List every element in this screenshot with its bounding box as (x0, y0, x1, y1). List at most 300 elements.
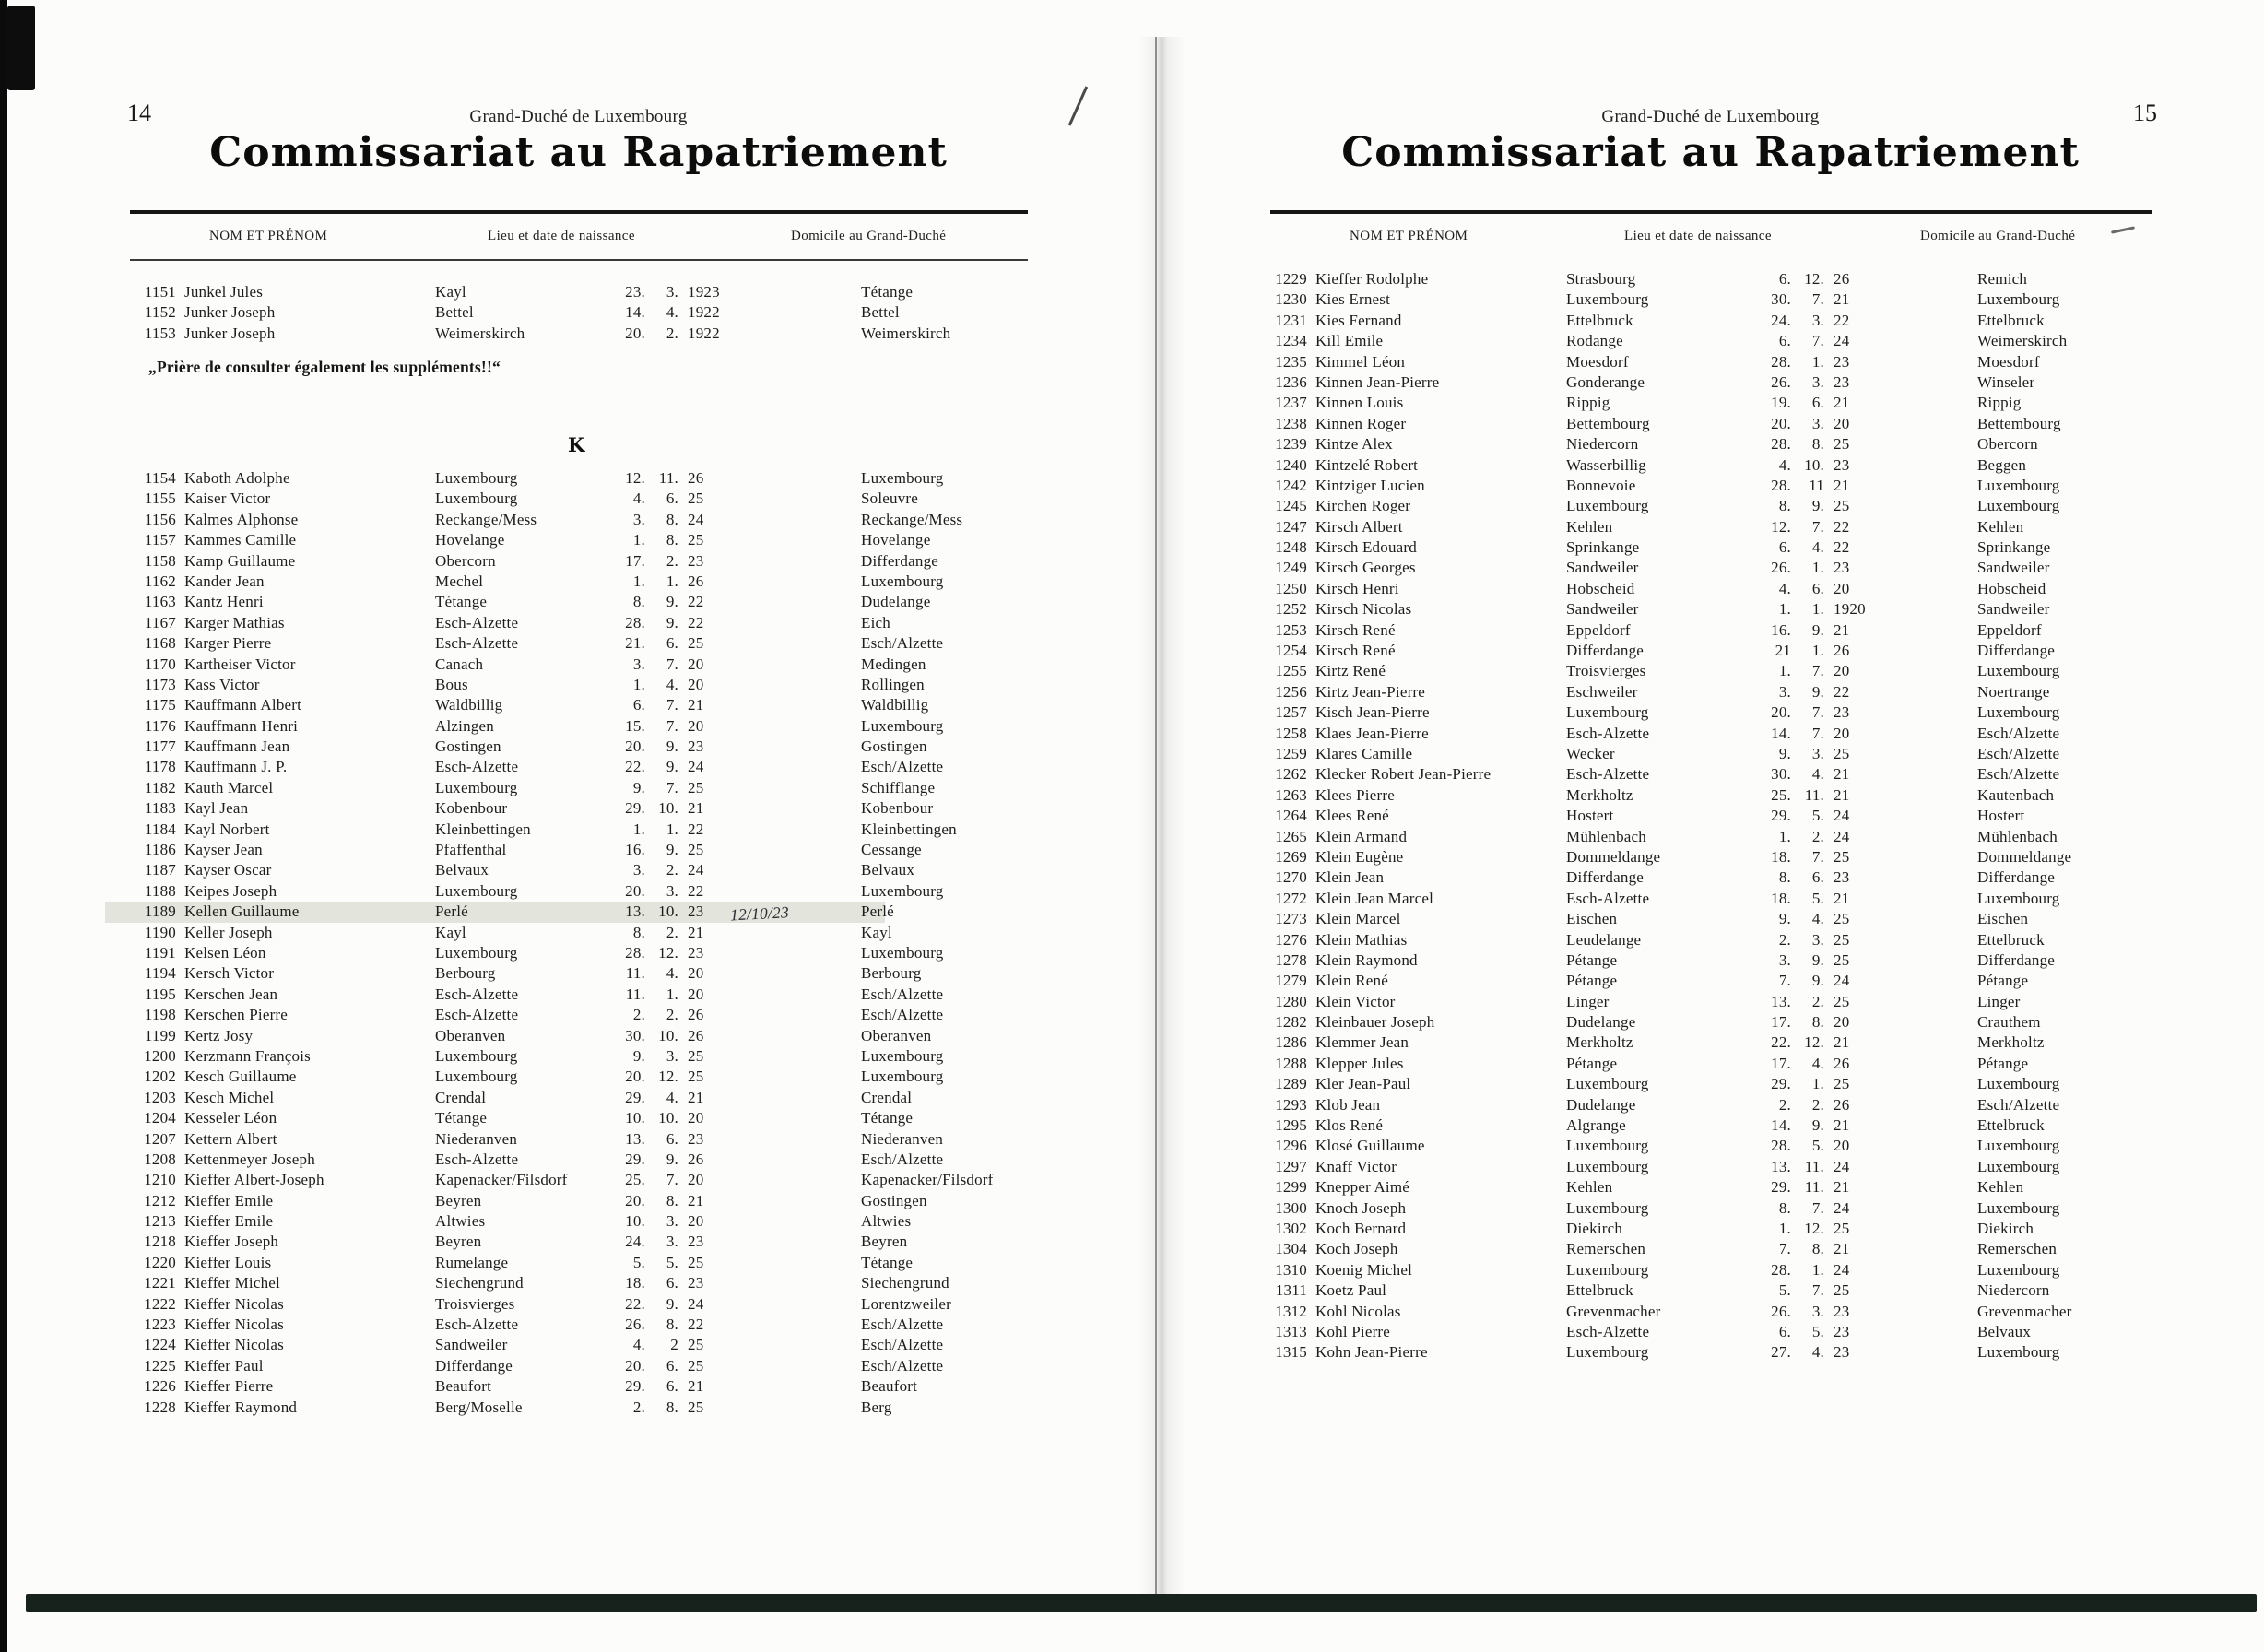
entry-birth-year: 21 (1834, 1116, 1850, 1135)
entry-birth-month: 9. (666, 1150, 678, 1168)
entry-name: Kass Victor (184, 675, 260, 693)
entry-birth-day: 4. (1778, 579, 1791, 597)
entry-birthplace: Belvaux (435, 861, 489, 879)
entry-birth-day: 20. (625, 324, 645, 342)
entry-number: 1198 (144, 1006, 176, 1024)
entry-birth-day: 7. (1778, 1240, 1791, 1258)
register-row (1157, 1012, 2264, 1032)
entry-name: Kerschen Jean (184, 985, 278, 1003)
entry-name: Knoch Joseph (1315, 1198, 1407, 1217)
entry-birth-year: 20 (1834, 1013, 1850, 1032)
register-row (1157, 1239, 2264, 1259)
entry-birth-year: 22 (1834, 517, 1850, 536)
register-row (0, 840, 1157, 860)
entry-birthplace: Esch-Alzette (435, 1316, 519, 1334)
register-row (1157, 1074, 2264, 1094)
entry-number: 1239 (1275, 435, 1307, 454)
entry-name: Kieffer Emile (184, 1212, 274, 1231)
entry-birth-month: 4. (666, 1088, 678, 1106)
entry-name: Kies Fernand (1315, 311, 1402, 329)
entry-birth-month: 11. (1804, 1157, 1824, 1175)
entry-birthplace: Beyren (435, 1191, 482, 1210)
entry-birth-day: 17. (1771, 1013, 1791, 1032)
register-row (1157, 476, 2264, 496)
rule-thick (130, 210, 1028, 214)
entry-birthplace: Ettelbruck (1566, 1281, 1633, 1300)
entry-birthplace: Esch-Alzette (1566, 1322, 1650, 1340)
entry-birth-year: 21 (1834, 394, 1850, 412)
entry-birth-year: 21 (688, 923, 704, 941)
register-row (1157, 311, 2264, 331)
entry-birth-day: 12. (625, 469, 645, 487)
entry-birthplace: Moesdorf (1566, 352, 1629, 371)
entry-birthplace: Esch-Alzette (435, 613, 519, 631)
register-rows-top (0, 282, 1157, 344)
entry-domicile: Altwies (861, 1212, 912, 1231)
entry-birth-day: 30. (1771, 765, 1791, 784)
entry-birth-month: 2. (1811, 992, 1824, 1010)
entry-birth-day: 19. (1771, 394, 1791, 412)
entry-birthplace: Canach (435, 655, 484, 673)
register-row (0, 923, 1157, 943)
entry-domicile: Esch/Alzette (1977, 1095, 2060, 1114)
entry-number: 1191 (144, 943, 176, 962)
entry-domicile: Kehlen (1977, 1178, 2024, 1197)
entry-name: Kettenmeyer Joseph (184, 1150, 315, 1168)
entry-birth-day: 26. (1771, 559, 1791, 577)
entry-number: 1210 (144, 1171, 176, 1189)
register-row (0, 489, 1157, 509)
entry-birth-day: 20. (625, 738, 645, 756)
register-row (1157, 950, 2264, 971)
entry-number: 1158 (144, 551, 176, 570)
entry-birth-year: 24 (1834, 827, 1850, 845)
entry-birth-day: 20. (625, 1068, 645, 1086)
rule-thick (1270, 210, 2152, 214)
register-row (1157, 1198, 2264, 1219)
entry-birthplace: Wasserbillig (1566, 455, 1646, 474)
entry-birth-month: 5. (666, 1253, 678, 1271)
entry-domicile: Luxembourg (1977, 497, 2060, 515)
column-header-domicile: Domicile au Grand-Duché (791, 229, 947, 243)
entry-name: Klares Camille (1315, 744, 1413, 762)
entry-birthplace: Esch-Alzette (1566, 765, 1650, 784)
entry-domicile: Moesdorf (1977, 352, 2040, 371)
entry-number: 1189 (144, 903, 176, 921)
entry-birth-month: 8. (1811, 1240, 1824, 1258)
entry-birth-year: 24 (1834, 332, 1850, 350)
entry-number: 1312 (1275, 1302, 1307, 1320)
entry-domicile: Linger (1977, 992, 2021, 1010)
entry-birthplace: Linger (1566, 992, 1610, 1010)
register-rows (1157, 269, 2264, 1363)
entry-number: 1289 (1275, 1075, 1307, 1093)
entry-birth-month: 7. (666, 716, 678, 735)
entry-birth-month: 7. (1811, 703, 1824, 722)
register-row (1157, 496, 2264, 516)
entry-name: Knepper Aimé (1315, 1178, 1410, 1197)
page-number: 15 (2133, 100, 2157, 126)
entry-name: Klein Armand (1315, 827, 1408, 845)
entry-domicile: Hovelange (861, 531, 931, 549)
entry-birthplace: Beyren (435, 1233, 482, 1251)
entry-birthplace: Differdange (1566, 642, 1645, 660)
entry-number: 1202 (144, 1068, 176, 1086)
entry-birthplace: Ettelbruck (1566, 311, 1633, 329)
register-row (0, 1088, 1157, 1108)
section-letter: K (568, 433, 585, 456)
entry-birth-year: 21 (1834, 785, 1850, 804)
entry-name: Kesch Guillaume (184, 1068, 297, 1086)
entry-number: 1207 (144, 1129, 176, 1148)
entry-birth-month: 9. (666, 613, 678, 631)
entry-birth-month: 3. (1811, 930, 1824, 949)
entry-birth-day: 1. (632, 675, 645, 693)
rule-thin (130, 259, 1028, 261)
entry-domicile: Luxembourg (861, 1046, 944, 1065)
entry-domicile: Sandweiler (1977, 600, 2050, 619)
entry-birth-day: 14. (625, 303, 645, 322)
register-row (0, 592, 1157, 612)
entry-number: 1262 (1275, 765, 1307, 784)
entry-birth-month: 9. (1811, 682, 1824, 701)
entry-domicile: Esch/Alzette (1977, 765, 2060, 784)
entry-birthplace: Merkholtz (1566, 1033, 1633, 1052)
entry-birth-month: 10. (658, 903, 678, 921)
register-row (0, 1232, 1157, 1252)
entry-number: 1288 (1275, 1054, 1307, 1072)
entry-birth-month: 1. (1811, 642, 1824, 660)
entry-name: Klein Jean (1315, 868, 1385, 887)
entry-birthplace: Mühlenbach (1566, 827, 1646, 845)
entry-domicile: Bettembourg (1977, 414, 2061, 432)
entry-birthplace: Bettel (435, 303, 474, 322)
entry-domicile: Beaufort (861, 1377, 918, 1396)
entry-name: Koenig Michel (1315, 1260, 1413, 1279)
entry-birth-day: 6. (632, 696, 645, 714)
register-row (0, 820, 1157, 840)
entry-birth-month: 9. (1811, 972, 1824, 990)
entry-birthplace: Crendal (435, 1088, 487, 1106)
entry-domicile: Perlé (861, 903, 894, 921)
entry-birth-year: 21 (1834, 1033, 1850, 1052)
entry-birth-month: 3. (1811, 744, 1824, 762)
register-row (0, 1294, 1157, 1315)
entry-birth-day: 28. (1771, 435, 1791, 454)
entry-birth-day: 28. (1771, 352, 1791, 371)
supplements-note: „Prière de consulter également les suppléments!!“ (148, 358, 501, 376)
register-row (0, 302, 1157, 323)
entry-birth-month: 7. (666, 1171, 678, 1189)
entry-domicile: Ettelbruck (1977, 1116, 2045, 1135)
entry-number: 1173 (144, 675, 176, 693)
entry-birthplace: Bous (435, 675, 468, 693)
entry-name: Kieffer Nicolas (184, 1336, 284, 1354)
entry-birth-year: 24 (1834, 1157, 1850, 1175)
entry-name: Kamp Guillaume (184, 551, 296, 570)
entry-birth-day: 3. (1778, 682, 1791, 701)
entry-birth-day: 8. (1778, 1198, 1791, 1217)
entry-domicile: Luxembourg (861, 881, 944, 900)
entry-domicile: Esch/Alzette (861, 985, 944, 1003)
entry-number: 1263 (1275, 785, 1307, 804)
register-row (1157, 744, 2264, 764)
register-row (0, 655, 1157, 675)
entry-birth-day: 13. (625, 1129, 645, 1148)
entry-name: Kerzmann François (184, 1046, 311, 1065)
entry-name: Kesseler Léon (184, 1109, 277, 1127)
entry-birthplace: Esch-Alzette (435, 985, 519, 1003)
entry-domicile: Cessange (861, 841, 922, 859)
entry-name: Kander Jean (184, 572, 265, 590)
entry-domicile: Beggen (1977, 455, 2027, 474)
entry-birthplace: Hovelange (435, 531, 505, 549)
register-row (0, 1398, 1157, 1418)
entry-domicile: Esch/Alzette (1977, 744, 2060, 762)
entry-name: Koetz Paul (1315, 1281, 1387, 1300)
register-row (0, 613, 1157, 633)
entry-birth-day: 28. (1771, 1137, 1791, 1155)
entry-birth-day: 15. (625, 716, 645, 735)
register-row (1157, 1095, 2264, 1115)
entry-number: 1270 (1275, 868, 1307, 887)
entry-birth-day: 22. (1771, 1033, 1791, 1052)
entry-name: Kimmel Léon (1315, 352, 1406, 371)
entry-domicile: Noertrange (1977, 682, 2050, 701)
entry-domicile: Hostert (1977, 807, 2025, 825)
entry-domicile: Luxembourg (1977, 1343, 2060, 1362)
entry-birthplace: Kehlen (1566, 517, 1613, 536)
entry-domicile: Esch/Alzette (861, 634, 944, 653)
entry-number: 1186 (144, 841, 176, 859)
register-row (1157, 537, 2264, 558)
entry-name: Keller Joseph (184, 923, 273, 941)
entry-birth-year: 26 (1834, 1054, 1850, 1072)
entry-birthplace: Sprinkange (1566, 538, 1640, 557)
entry-number: 1255 (1275, 662, 1307, 680)
entry-number: 1175 (144, 696, 176, 714)
entry-birth-month: 6. (666, 490, 678, 508)
entry-birth-day: 29. (1771, 807, 1791, 825)
entry-birthplace: Esch-Alzette (435, 758, 519, 776)
entry-name: Kieffer Paul (184, 1356, 264, 1375)
entry-number: 1293 (1275, 1095, 1307, 1114)
entry-birth-month: 9. (1811, 950, 1824, 969)
entry-number: 1177 (144, 738, 176, 756)
entry-number: 1253 (1275, 620, 1307, 639)
entry-domicile: Luxembourg (1977, 290, 2060, 309)
entry-birthplace: Luxembourg (1566, 1075, 1649, 1093)
entry-birth-year: 21 (1834, 290, 1850, 309)
entry-birth-day: 6. (1778, 1322, 1791, 1340)
entry-number: 1163 (144, 593, 176, 611)
entry-birthplace: Esch-Alzette (435, 1006, 519, 1024)
entry-birth-day: 24. (1771, 311, 1791, 329)
entry-domicile: Luxembourg (861, 716, 944, 735)
entry-birth-year: 20 (688, 1212, 704, 1231)
entry-birth-day: 14. (1771, 724, 1791, 742)
entry-number: 1213 (144, 1212, 176, 1231)
entry-birth-year: 21 (1834, 620, 1850, 639)
entry-name: Kirtz René (1315, 662, 1386, 680)
entry-birthplace: Bettembourg (1566, 414, 1650, 432)
register-row (0, 798, 1157, 819)
entry-number: 1178 (144, 758, 176, 776)
entry-birthplace: Gonderange (1566, 372, 1645, 391)
column-header-domicile: Domicile au Grand-Duché (1920, 229, 2076, 243)
entry-domicile: Eischen (1977, 910, 2029, 928)
entry-birthplace: Luxembourg (1566, 1137, 1649, 1155)
entry-number: 1184 (144, 820, 176, 838)
register-row (0, 1273, 1157, 1293)
entry-domicile: Esch/Alzette (861, 1356, 944, 1375)
entry-number: 1276 (1275, 930, 1307, 949)
register-row (1157, 599, 2264, 620)
entry-number: 1238 (1275, 414, 1307, 432)
entry-number: 1229 (1275, 270, 1307, 288)
entry-birth-month: 2. (666, 923, 678, 941)
register-row (0, 1315, 1157, 1335)
entry-domicile: Differdange (861, 551, 939, 570)
entry-number: 1200 (144, 1046, 176, 1065)
entry-domicile: Kobenbour (861, 799, 934, 818)
entry-birth-year: 25 (1834, 950, 1850, 969)
entry-number: 1190 (144, 923, 176, 941)
entry-birth-month: 11. (658, 469, 678, 487)
entry-birth-year: 21 (1834, 1240, 1850, 1258)
register-row (1157, 1115, 2264, 1136)
entry-birth-day: 20. (625, 1191, 645, 1210)
entry-number: 1154 (144, 469, 176, 487)
entry-birth-year: 25 (688, 531, 704, 549)
entry-birth-year: 23 (1834, 868, 1850, 887)
entry-birthplace: Luxembourg (1566, 1260, 1649, 1279)
entry-domicile: Ettelbruck (1977, 311, 2045, 329)
country-header: Grand-Duché de Luxembourg (469, 107, 688, 126)
entry-number: 1300 (1275, 1198, 1307, 1217)
entry-birth-year: 26 (688, 572, 704, 590)
entry-birth-year: 21 (688, 1377, 704, 1396)
entry-name: Kirchen Roger (1315, 497, 1411, 515)
entry-birth-month: 1. (1811, 559, 1824, 577)
entry-birthplace: Kehlen (1566, 1178, 1613, 1197)
entry-domicile: Luxembourg (1977, 1157, 2060, 1175)
entry-birthplace: Beaufort (435, 1377, 492, 1396)
entry-name: Klaes Jean-Pierre (1315, 724, 1429, 742)
entry-birth-month: 6. (666, 1129, 678, 1148)
entry-birth-month: 12. (1804, 1219, 1824, 1237)
entry-birth-day: 5. (632, 1253, 645, 1271)
entry-birthplace: Pétange (1566, 972, 1618, 990)
entry-number: 1269 (1275, 847, 1307, 866)
entry-birthplace: Hostert (1566, 807, 1614, 825)
entry-birthplace: Kayl (435, 923, 466, 941)
entry-birthplace: Weimerskirch (435, 324, 525, 342)
entry-name: Koch Bernard (1315, 1219, 1407, 1237)
entry-birth-year: 23 (688, 551, 704, 570)
register-row (1157, 269, 2264, 289)
entry-domicile: Merkholtz (1977, 1033, 2045, 1052)
entry-birth-year: 22 (688, 1316, 704, 1334)
entry-birth-year: 25 (688, 634, 704, 653)
entry-name: Kill Emile (1315, 332, 1384, 350)
entry-number: 1273 (1275, 910, 1307, 928)
entry-birth-year: 21 (1834, 476, 1850, 494)
entry-birth-year: 25 (1834, 435, 1850, 454)
entry-name: Kerschen Pierre (184, 1006, 289, 1024)
entry-name: Klein Raymond (1315, 950, 1418, 969)
entry-birth-month: 9. (1811, 497, 1824, 515)
entry-domicile: Bettel (861, 303, 900, 322)
entry-birth-month: 3. (666, 881, 678, 900)
entry-birth-day: 4. (632, 1336, 645, 1354)
entry-number: 1221 (144, 1274, 176, 1292)
entry-number: 1279 (1275, 972, 1307, 990)
entry-birth-year: 22 (688, 593, 704, 611)
entry-birth-day: 10. (625, 1212, 645, 1231)
entry-birth-month: 2 (670, 1336, 678, 1354)
entry-number: 1249 (1275, 559, 1307, 577)
entry-birthplace: Niederanven (435, 1129, 518, 1148)
entry-birthplace: Perlé (435, 903, 468, 921)
entry-birthplace: Luxembourg (435, 881, 518, 900)
entry-birth-month: 3. (666, 1233, 678, 1251)
entry-birth-day: 26. (1771, 1302, 1791, 1320)
entry-birth-day: 11. (625, 985, 645, 1003)
entry-number: 1170 (144, 655, 176, 673)
entry-birthplace: Luxembourg (435, 1068, 518, 1086)
entry-name: Kertz Josy (184, 1026, 254, 1044)
entry-name: Klein Mathias (1315, 930, 1408, 949)
entry-domicile: Niedercorn (1977, 1281, 2050, 1300)
entry-name: Kirtz Jean-Pierre (1315, 682, 1426, 701)
entry-birth-month: 6. (1811, 579, 1824, 597)
entry-domicile: Obercorn (1977, 435, 2038, 454)
entry-domicile: Niederanven (861, 1129, 944, 1148)
entry-birth-day: 17. (1771, 1054, 1791, 1072)
entry-birth-year: 24 (688, 510, 704, 528)
entry-name: Kammes Camille (184, 531, 297, 549)
entry-birth-year: 23 (1834, 1302, 1850, 1320)
register-row (0, 695, 1157, 715)
entry-birth-year: 26 (1834, 270, 1850, 288)
entry-number: 1212 (144, 1191, 176, 1210)
entry-name: Kayl Norbert (184, 820, 270, 838)
entry-domicile: Beyren (861, 1233, 908, 1251)
entry-number: 1226 (144, 1377, 176, 1396)
entry-birth-day: 13. (1771, 992, 1791, 1010)
register-row (1157, 372, 2264, 393)
entry-number: 1302 (1275, 1219, 1307, 1237)
entry-birthplace: Luxembourg (1566, 1198, 1649, 1217)
entry-name: Kinnen Louis (1315, 394, 1404, 412)
entry-domicile: Berg (861, 1398, 892, 1416)
entry-domicile: Tétange (861, 283, 914, 301)
entry-birth-day: 1. (632, 572, 645, 590)
entry-number: 1259 (1275, 744, 1307, 762)
entry-number: 1230 (1275, 290, 1307, 309)
entry-birthplace: Pfaffenthal (435, 841, 507, 859)
entry-name: Kauffmann Henri (184, 716, 299, 735)
entry-name: Klob Jean (1315, 1095, 1381, 1114)
entry-birth-month: 4. (666, 303, 678, 322)
entry-birth-day: 28. (625, 943, 645, 962)
entry-domicile: Tétange (861, 1109, 914, 1127)
entry-domicile: Oberanven (861, 1026, 932, 1044)
entry-domicile: Pétange (1977, 972, 2029, 990)
entry-birth-month: 3. (1811, 1302, 1824, 1320)
entry-birth-day: 20. (1771, 414, 1791, 432)
